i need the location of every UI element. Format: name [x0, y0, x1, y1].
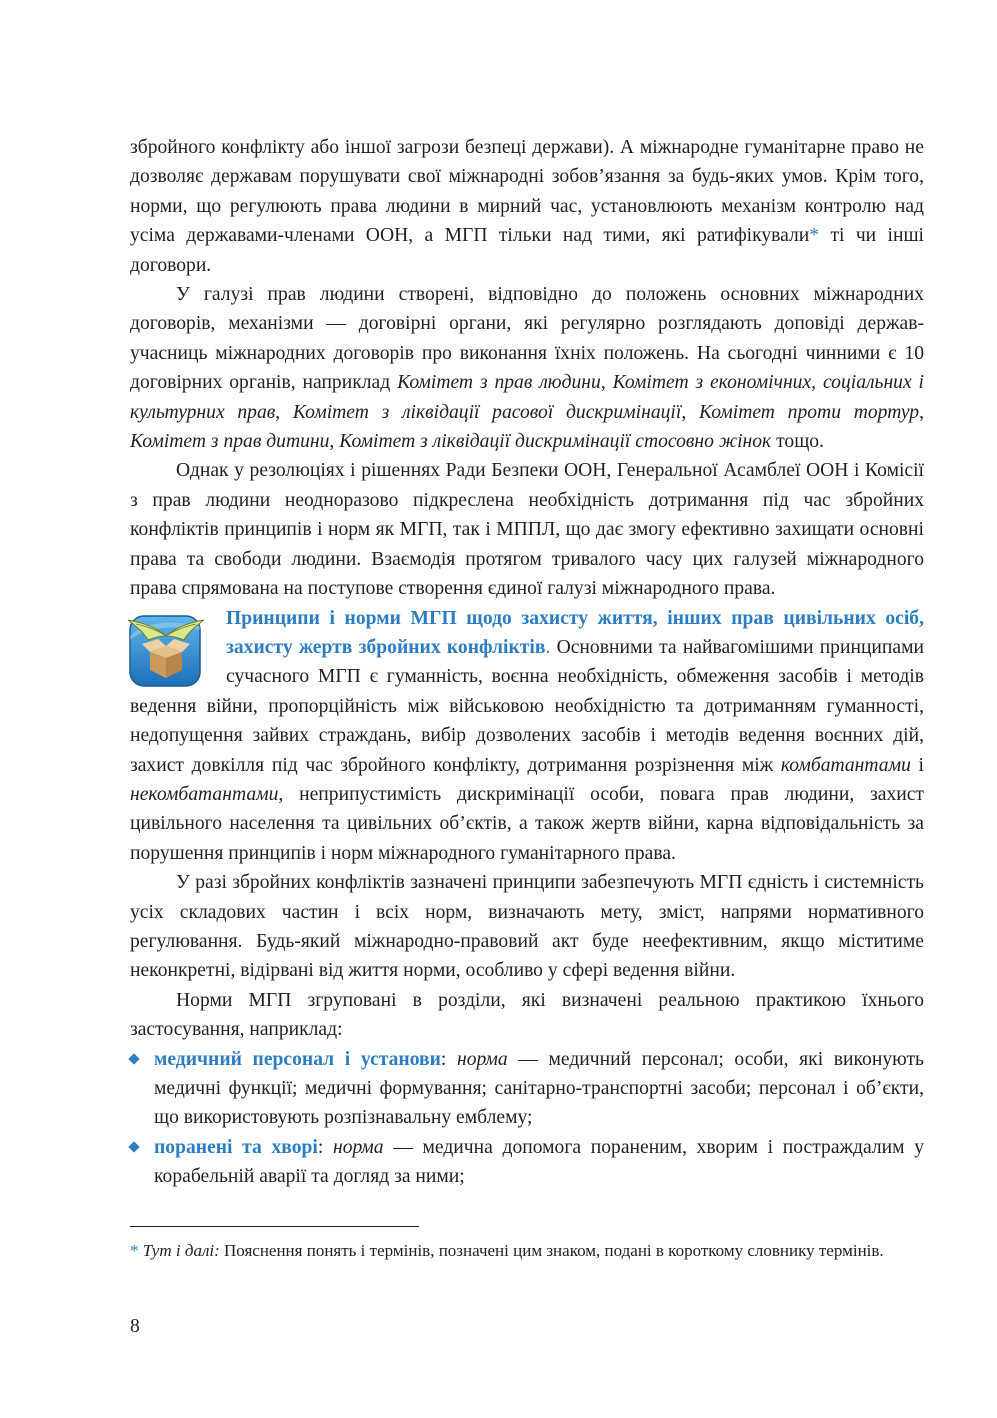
paragraph-1	[130, 133, 924, 280]
paragraph-6: Норми МГП згруповані в розділи, які визначені реальною практикою їхнього застосування, наприклад:	[130, 989, 924, 1041]
committee-name: Комітет з прав людини	[397, 372, 601, 394]
committee-name: Комітет з ліквідації расової дискримінації	[292, 401, 682, 423]
section-principles	[130, 604, 924, 869]
page-body	[130, 133, 924, 1192]
paragraph-2-end: тощо.	[771, 431, 824, 453]
paragraph-4-text: Основними та найвагомішими принципами сучасного МГП є гуманність, воєнна необхідність, обмеження засобів і методів ведення війни, пропорційність між військовою необхідністю та дотриманням гуманності, недопущення зайвих страждань, вибір дозволених засобів і методів ведення воєнних дій, захист довкілля під час збройного конфлікту, дотримання розрізнення між	[130, 636, 924, 776]
footnote-star: *	[130, 1241, 139, 1260]
paragraph-2-text: У галузі прав людини створені, відповідно до положень основних міжнародних договорів, механізми — договірні органи, які регулярно розглядають доповіді держав-учасниць міжнародних договорів про виконання їхніх положень. На сьогодні чинними є 10 договірних органів, наприклад	[130, 284, 924, 394]
paragraph-5: У разі збройних конфліктів зазначені принципи забезпечують МГП єдність і системність усіх складових частин і всіх норм, визначають мету, зміст, напрями нормативного регулювання. Будь-який міжнародно-правовий акт буде неефективним, якщо міститиме неконкретні, відірвані від життя норми, особливо у сфері ведення війни.	[130, 872, 924, 982]
list-item	[130, 1045, 924, 1133]
paragraph-4-end: неприпустимість дискримінації особи, повага прав людини, захист цивільного населення та цивільних об’єктів, а також жертв війни, карна відповідальність за порушення принципів і норм міжнародного гуманітарного права.	[130, 783, 924, 864]
open-box-book-icon	[122, 606, 208, 692]
committee-name: Комітет з ліквідації дискримінації стосовно жінок	[339, 431, 772, 453]
separator: ,	[600, 372, 613, 394]
diamond-bullet-icon	[128, 1053, 139, 1064]
norms-list	[130, 1045, 924, 1192]
footnote	[130, 1238, 924, 1263]
list-item	[130, 1133, 924, 1192]
separator: ,	[681, 401, 699, 423]
list-norm: норма	[332, 1136, 384, 1158]
paragraph-1-end: ті чи інші договори.	[130, 225, 924, 276]
committee-name: Комітет з економічних, соціальних і культурних прав	[130, 372, 924, 423]
list-text: — медична допомога пораненим, хворим і постраждалим у корабельній аварії та догляд за ними;	[154, 1136, 925, 1188]
diamond-bullet-icon	[128, 1141, 139, 1152]
list-term: поранені та хворі	[154, 1136, 318, 1158]
paragraph-4	[130, 604, 924, 869]
paragraph-2	[130, 280, 924, 456]
committee-name: Комітет з прав дитини	[130, 431, 330, 453]
footnote-divider	[130, 1226, 419, 1227]
separator: ,	[275, 401, 293, 423]
conjunction: і	[910, 754, 925, 776]
separator: ,	[329, 431, 340, 453]
list-colon: :	[317, 1136, 333, 1158]
term-noncombatants: некомбатантами,	[130, 783, 284, 805]
list-text: — медичний персонал; особи, які виконують медичні функції; медичні формування; санітарно-транспортні засоби; персонал і об’єкти, що використовують розпізнавальну емблему;	[154, 1048, 924, 1129]
committee-name: Комітет проти тортур	[698, 401, 920, 423]
glossary-star: *	[809, 225, 820, 247]
separator: ,	[919, 401, 925, 423]
footnote-label: Тут і далі:	[138, 1241, 220, 1260]
heading-dot: .	[545, 636, 551, 658]
list-norm: норма	[456, 1048, 508, 1070]
list-colon: :	[440, 1048, 457, 1070]
page-number: 8	[130, 1316, 140, 1337]
paragraph-3: Однак у резолюціях і рішеннях Ради Безпеки ООН, Генеральної Асамблеї ООН і Комісії з прав людини неодноразово підкреслена необхідність дотримання під час збройних конфліктів принципів і норм як МГП, так і МППЛ, що дає змогу ефективно захищати основні права та свободи людини. Взаємодія протягом тривалого часу цих галузей міжнародного права спрямована на поступове створення єдиної галузі міжнародного права.	[130, 460, 924, 600]
paragraph-1-text: збройного конфлікту або іншої загрози безпеці держави). А міжнародне гуманітарне право не дозволяє державам порушувати свої міжнародні зобов’язання за будь-яких умов. Крім того, норми, що регулюють права людини в мирний час, установлюють механізм контролю над усіма державами-членами ООН, а МГП тільки над тими, які ратифікували	[130, 137, 924, 247]
footnote-text: Пояснення понять і термінів, позначені цим знаком, подані в короткому словнику термінів.	[219, 1241, 884, 1260]
list-term: медичний персонал і установи	[154, 1048, 441, 1070]
term-combatants: комбатантами	[780, 754, 911, 776]
section-heading: Принципи і норми МГП щодо захисту життя, інших прав цивільних осіб, захисту жертв збройних конфліктів	[226, 607, 924, 658]
